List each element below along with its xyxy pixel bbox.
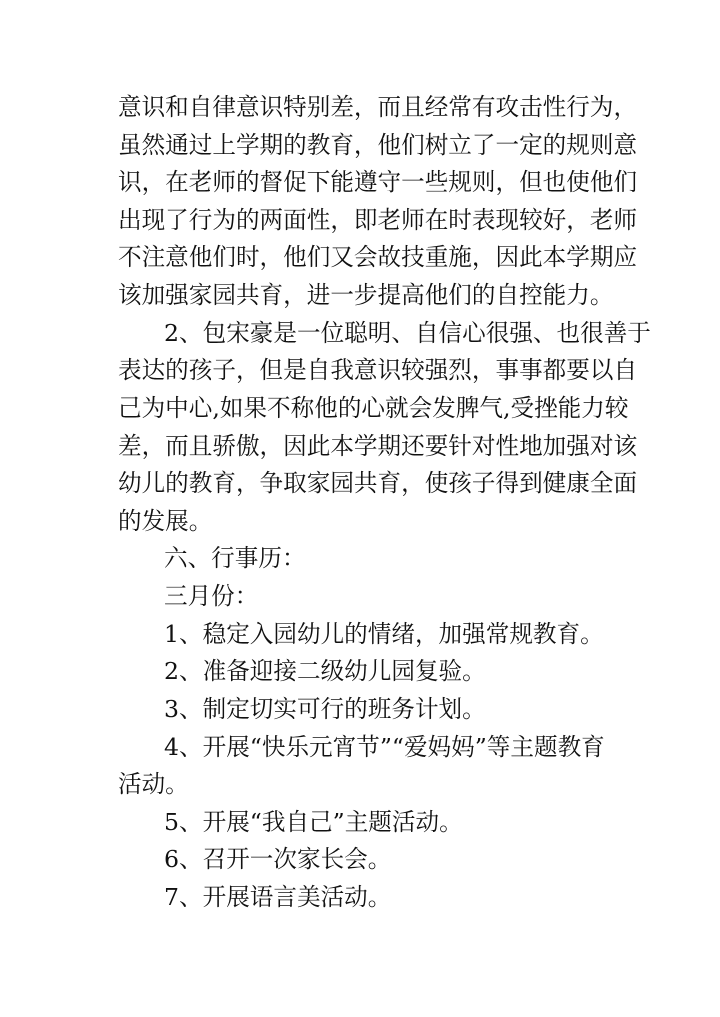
text-line: 虽然通过上学期的教育，他们树立了一定的规则意 [118,131,638,159]
text-line: 意识和自律意识特别差，而且经常有攻击性行为， [118,93,638,121]
list-item: 1、稳定入园幼儿的情绪，加强常规教育。 [164,620,604,648]
list-item: 7、开展语言美活动。 [164,883,392,911]
list-item: 6、召开一次家长会。 [164,845,392,873]
text-line: 表达的孩子，但是自我意识较强烈，事事都要以自 [118,356,638,384]
text-line: 识，在老师的督促下能遵守一些规则，但也使他们 [118,168,638,196]
list-item: 2、准备迎接二级幼儿园复验。 [164,657,486,685]
text-line: 差，而且骄傲，因此本学期还要针对性地加强对该 [118,432,638,460]
text-line: 不注意他们时，他们又会故技重施，因此本学期应 [118,243,638,271]
section-heading: 六、行事历： [164,544,306,572]
list-item: 4、开展“快乐元宵节”“爱妈妈”等主题教育 [164,733,605,761]
text-line: 该加强家园共育，进一步提高他们的自控能力。 [118,281,614,309]
text-line: 幼儿的教育，争取家园共育，使孩子得到健康全面 [118,469,638,497]
list-item: 3、制定切实可行的班务计划。 [164,695,486,723]
paragraph-start-line: 2、包宋豪是一位聪明、自信心很强、也很善于 [164,319,651,347]
text-line: 的发展。 [118,507,213,535]
list-item: 5、开展“我自己”主题活动。 [164,808,463,836]
text-line: 出现了行为的两面性，即老师在时表现较好，老师 [118,206,638,234]
month-heading: 三月份： [164,582,259,610]
list-item-continuation: 活动。 [118,770,189,798]
text-line: 己为中心,如果不称他的心就会发脾气,受挫能力较 [118,394,629,422]
